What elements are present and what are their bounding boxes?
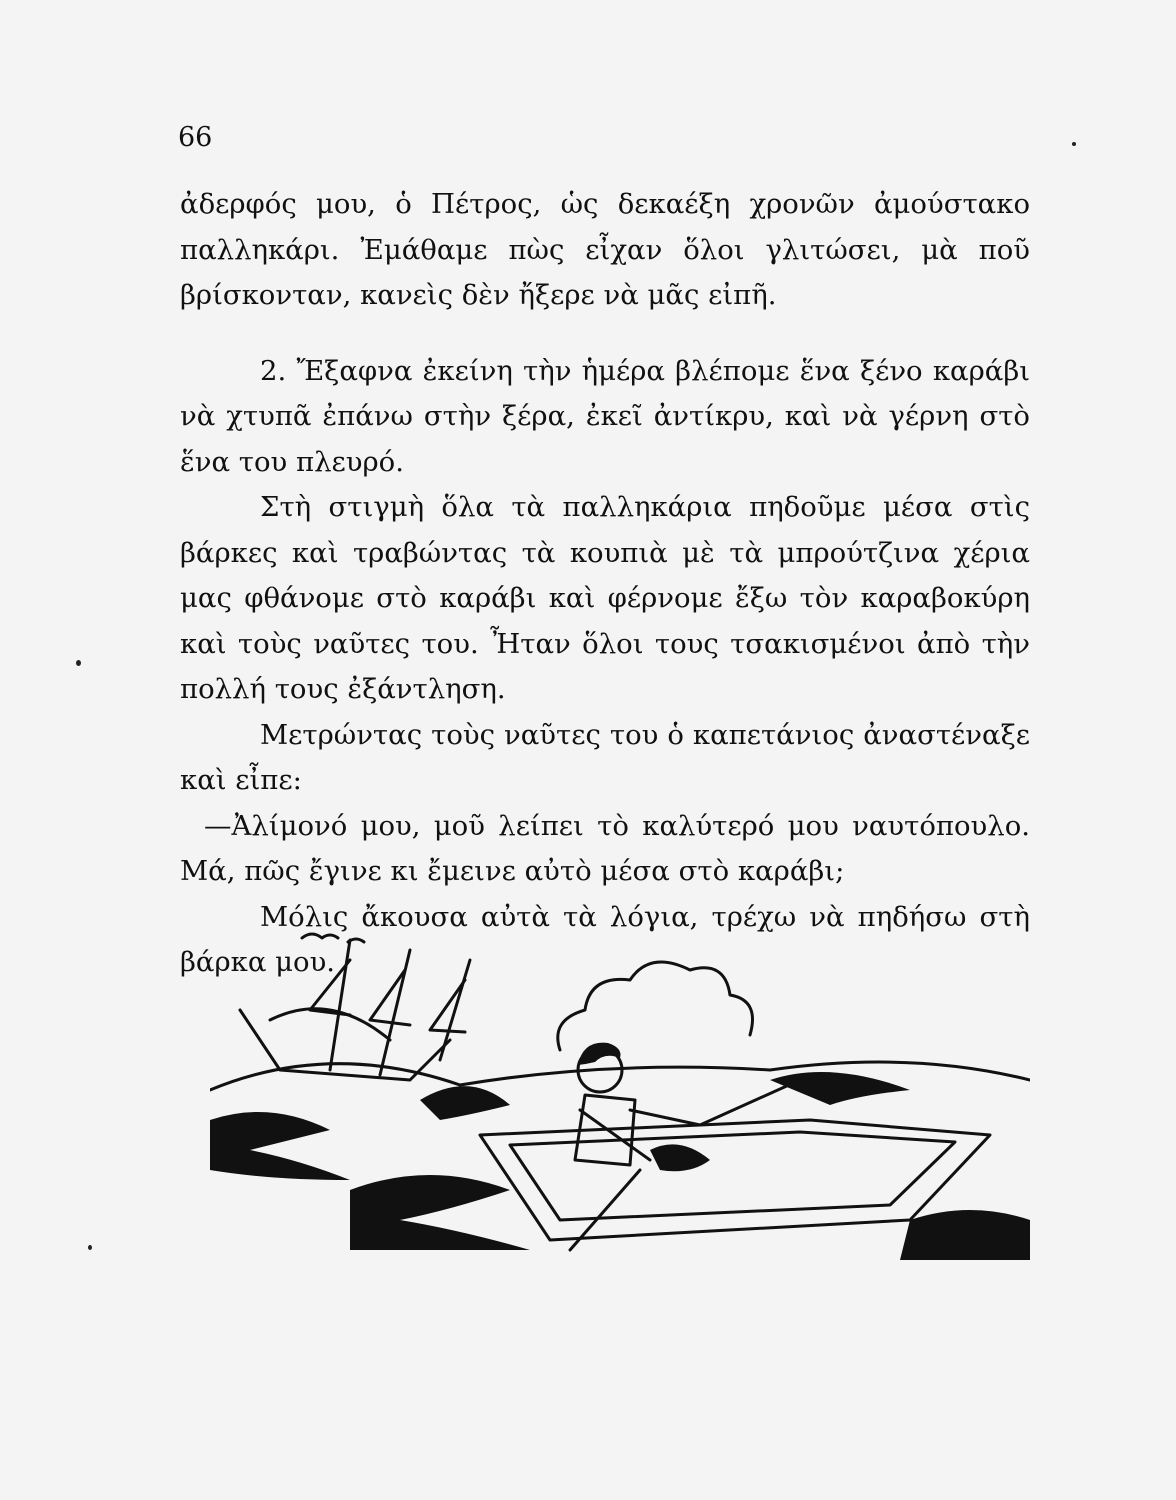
paragraph-jump: Μόλις ἄκουσα αὐτὰ τὰ λόγια, τρέχω νὰ πηδήσω στὴ βάρκα μου. (180, 900, 1030, 978)
paper-speck (1072, 142, 1076, 146)
paper-speck (88, 1245, 92, 1250)
paper-speck (76, 660, 81, 666)
paragraph-section-2: 2. Ἔξαφνα ἐκείνη τὴν ἡμέρα βλέπομε ἕνα ξένο καράβι νὰ χτυπᾶ ἐπάνω στὴν ξέρα, ἐκεῖ ἀντίκρυ, καὶ νὰ γέρνη στὸ ἕνα του πλευρό. (180, 354, 1030, 478)
paragraph-continuation: ἀδερφός μου, ὁ Πέτρος, ὡς δεκαέξη χρονῶν ἀμούστακο παλληκάρι. Ἐμάθαμε πὼς εἶχαν ὅλοι γλιτώσει, μὰ ποῦ βρίσκονταν, κανεὶς δὲν ἤξερε νὰ μᾶς εἰπῆ. (180, 188, 1030, 311)
page-number: 66 (178, 122, 213, 153)
paragraph-rescue: Στὴ στιγμὴ ὅλα τὰ παλληκάρια πηδοῦμε μέσα στὶς βάρκες καὶ τραβώντας τὰ κουπιὰ μὲ τὰ μπρούτζινα χέρια μας φθάνομε στὸ καράβι καὶ φέρνομε ἔξω τὸν καραβοκύρη καὶ τοὺς ναῦτες του. Ἦταν ὅλοι τους τσακισμένοι ἀπὸ τὴν πολλή τους ἐξάντληση. (180, 491, 1030, 705)
paragraph-dialogue: —Ἀλίμονό μου, μοῦ λείπει τὸ καλύτερό μου ναυτόπουλο. Μά, πῶς ἔγινε κι ἔμεινε αὐτὸ μέσα στὸ καράβι; (180, 809, 1030, 887)
paragraph-captain: Μετρώντας τοὺς ναῦτες του ὁ καπετάνιος ἀναστέναξε καὶ εἶπε: (180, 718, 1030, 796)
body-text (180, 182, 1030, 986)
boy-rowing-boat-icon (210, 920, 1030, 1260)
